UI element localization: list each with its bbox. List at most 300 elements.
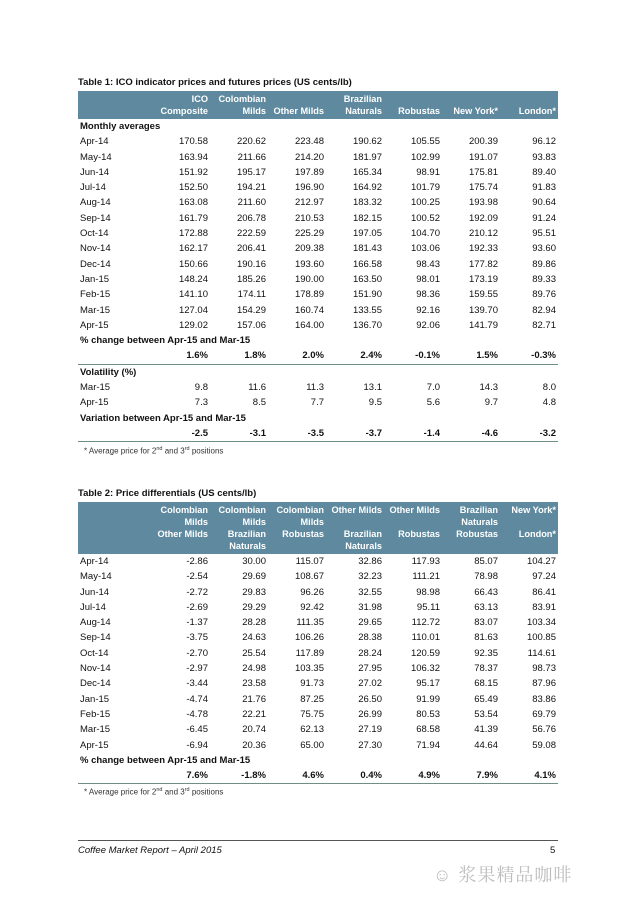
- cell-value: 29.29: [242, 601, 266, 613]
- row-label: May-14: [80, 151, 112, 163]
- cell-value: 90.64: [532, 197, 556, 209]
- row-label: Jul-14: [80, 182, 106, 194]
- column-header: Colombian Milds Robustas: [268, 502, 326, 554]
- cell-value: 9.5: [368, 397, 382, 409]
- cell-value: -1.8%: [210, 768, 268, 784]
- footer-title: Coffee Market Report – April 2015: [78, 845, 222, 856]
- row-label: Feb-15: [80, 289, 111, 301]
- cell-value: 65.49: [474, 693, 498, 705]
- cell-value: -2.5: [152, 426, 210, 442]
- cell-value: 160.74: [294, 304, 324, 316]
- cell-value: 83.91: [532, 601, 556, 613]
- cell-value: 163.94: [178, 151, 208, 163]
- cell-value: -4.78: [186, 708, 208, 720]
- cell-value: 105.55: [410, 136, 440, 148]
- column-header: Other Milds: [268, 91, 326, 119]
- price-differentials-table: [78, 502, 558, 784]
- cell-value: 209.38: [294, 243, 324, 255]
- cell-value: 4.6%: [268, 768, 326, 784]
- cell-value: 211.60: [237, 197, 266, 209]
- cell-value: 89.86: [532, 258, 556, 270]
- cell-value: 100.25: [410, 197, 440, 209]
- cell-value: -0.1%: [384, 348, 442, 364]
- cell-value: 13.1: [363, 382, 382, 394]
- cell-value: 173.19: [468, 273, 498, 285]
- header-row: [78, 502, 558, 554]
- column-header: Brazilian Naturals: [326, 91, 384, 119]
- cell-value: 177.82: [468, 258, 498, 270]
- table-row: [78, 134, 558, 149]
- cell-value: 11.3: [306, 382, 324, 394]
- table1-footnote: * Average price for 2nd and 3rd positions: [84, 446, 224, 456]
- row-label: Apr-15: [80, 739, 109, 751]
- cell-value: 206.78: [236, 212, 266, 224]
- cell-value: 0.4%: [326, 768, 384, 784]
- cell-value: 210.12: [468, 228, 498, 240]
- ico-prices-table: [78, 91, 558, 442]
- column-header: New York*: [442, 91, 500, 119]
- cell-value: 41.39: [474, 724, 498, 736]
- table-row: [78, 768, 558, 784]
- table-row: [78, 676, 558, 691]
- cell-value: 44.64: [474, 739, 498, 751]
- table-row: [78, 333, 558, 348]
- table-row: [78, 661, 558, 676]
- cell-value: 197.05: [352, 228, 382, 240]
- table1-title: Table 1: ICO indicator prices and futures prices (US cents/lb): [78, 77, 352, 88]
- cell-value: 63.13: [474, 601, 498, 613]
- table-row: [78, 585, 558, 600]
- cell-value: 111.35: [296, 617, 324, 629]
- row-label: Sep-14: [80, 632, 111, 644]
- table-row: [78, 119, 558, 134]
- table-row: [78, 303, 558, 318]
- cell-value: 71.94: [416, 739, 440, 751]
- cell-value: -3.2: [500, 426, 558, 442]
- table-row: [78, 722, 558, 737]
- cell-value: 159.55: [468, 289, 498, 301]
- cell-value: -3.75: [186, 632, 208, 644]
- cell-value: 7.3: [194, 397, 208, 409]
- cell-value: 86.41: [532, 586, 556, 598]
- cell-value: 110.01: [411, 632, 440, 644]
- table-row: [78, 738, 558, 753]
- cell-value: -3.5: [268, 426, 326, 442]
- cell-value: 194.21: [236, 182, 266, 194]
- table-row: [78, 257, 558, 272]
- row-label: Apr-15: [80, 319, 109, 331]
- row-label: Dec-14: [80, 258, 111, 270]
- cell-value: 9.8: [194, 382, 208, 394]
- row-label: Dec-14: [80, 678, 111, 690]
- table-row: [78, 630, 558, 645]
- cell-value: 26.50: [358, 693, 382, 705]
- cell-value: 103.34: [526, 617, 556, 629]
- cell-value: 170.58: [178, 136, 208, 148]
- cell-value: 95.51: [532, 228, 556, 240]
- cell-value: 4.9%: [384, 768, 442, 784]
- cell-value: 29.69: [242, 571, 266, 583]
- cell-value: 1.8%: [210, 348, 268, 364]
- cell-value: 165.34: [352, 166, 382, 178]
- cell-value: -2.69: [186, 601, 208, 613]
- column-header: Colombian Milds: [210, 91, 268, 119]
- row-label: Apr-15: [80, 397, 109, 409]
- cell-value: 82.94: [532, 304, 556, 316]
- cell-value: 7.9%: [442, 768, 500, 784]
- cell-value: 92.42: [300, 601, 324, 613]
- table-row: [78, 554, 558, 569]
- cell-value: 117.93: [411, 556, 440, 567]
- cell-value: 80.53: [416, 708, 440, 720]
- cell-value: 120.59: [410, 647, 440, 659]
- cell-value: 112.72: [411, 617, 440, 629]
- cell-value: 104.27: [526, 556, 556, 567]
- cell-value: 96.26: [300, 586, 324, 598]
- cell-value: 154.29: [236, 304, 266, 316]
- cell-value: -2.97: [186, 663, 208, 675]
- table-row: [78, 411, 558, 426]
- cell-value: 100.85: [526, 632, 556, 644]
- cell-value: 2.4%: [326, 348, 384, 364]
- cell-value: 91.73: [300, 678, 324, 690]
- cell-value: -2.86: [186, 556, 208, 567]
- cell-value: 59.08: [532, 739, 556, 751]
- cell-value: 23.58: [242, 678, 266, 690]
- cell-value: 191.07: [468, 151, 498, 163]
- cell-value: 85.07: [474, 556, 498, 567]
- cell-value: 92.35: [474, 647, 498, 659]
- table-row: [78, 348, 558, 364]
- cell-value: 98.73: [532, 663, 556, 675]
- cell-value: 101.79: [410, 182, 440, 194]
- cell-value: 8.5: [252, 397, 266, 409]
- cell-value: 69.79: [532, 708, 556, 720]
- cell-value: -4.74: [186, 693, 208, 705]
- cell-value: 162.17: [178, 243, 208, 255]
- cell-value: 172.88: [178, 228, 208, 240]
- cell-value: 100.52: [410, 212, 440, 224]
- cell-value: 91.99: [416, 693, 440, 705]
- row-label: Jun-14: [80, 166, 110, 178]
- cell-value: 29.65: [358, 617, 382, 629]
- cell-value: -2.54: [186, 571, 208, 583]
- cell-value: 133.55: [352, 304, 382, 316]
- cell-value: 102.99: [410, 151, 440, 163]
- table-row: [78, 569, 558, 584]
- cell-value: 93.60: [532, 243, 556, 255]
- cell-value: 225.29: [294, 228, 324, 240]
- cell-value: 11.6: [248, 382, 266, 394]
- cell-value: 82.71: [532, 319, 556, 331]
- cell-value: 21.76: [242, 693, 266, 705]
- table-row: [78, 226, 558, 241]
- cell-value: 7.7: [310, 397, 324, 409]
- cell-value: 24.63: [242, 632, 266, 644]
- row-label: [78, 426, 152, 442]
- table-row: [78, 211, 558, 226]
- cell-value: 5.6: [426, 397, 440, 409]
- cell-value: 193.98: [468, 197, 498, 209]
- section-label: Variation between Apr-15 and Mar-15: [80, 412, 246, 424]
- cell-value: 98.91: [416, 166, 440, 178]
- row-label: Mar-15: [80, 724, 111, 736]
- table-row: [78, 615, 558, 630]
- cell-value: 98.36: [416, 289, 440, 301]
- table-row: [78, 380, 558, 395]
- row-label: Oct-14: [80, 647, 109, 659]
- cell-value: 161.79: [178, 212, 208, 224]
- cell-value: 141.79: [468, 319, 498, 331]
- cell-value: -6.94: [186, 739, 208, 751]
- column-header: Robustas: [384, 91, 442, 119]
- cell-value: 197.89: [294, 166, 324, 178]
- cell-value: 9.7: [484, 397, 498, 409]
- cell-value: 32.86: [358, 556, 382, 567]
- cell-value: 164.00: [294, 319, 324, 331]
- row-label: Jun-14: [80, 586, 110, 598]
- cell-value: 141.10: [178, 289, 208, 301]
- row-label: Jan-15: [80, 693, 110, 705]
- cell-value: 53.54: [474, 708, 498, 720]
- cell-value: 129.02: [178, 319, 208, 331]
- row-label: Jul-14: [80, 601, 106, 613]
- cell-value: 95.17: [416, 678, 440, 690]
- row-label: Apr-14: [80, 136, 109, 148]
- cell-value: 195.17: [236, 166, 266, 178]
- cell-value: 7.6%: [152, 768, 210, 784]
- cell-value: 178.89: [294, 289, 324, 301]
- column-header: Colombian Milds Other Milds: [152, 502, 210, 554]
- cell-value: 223.48: [294, 136, 324, 148]
- cell-value: 190.00: [294, 273, 324, 285]
- cell-value: 62.13: [300, 724, 324, 736]
- cell-value: 91.24: [532, 212, 556, 224]
- cell-value: 210.53: [294, 212, 324, 224]
- table-row: [78, 165, 558, 180]
- cell-value: 182.15: [352, 212, 382, 224]
- cell-value: 163.08: [178, 197, 208, 209]
- cell-value: 192.33: [468, 243, 498, 255]
- wechat-watermark: ☺ 浆果精品咖啡: [433, 865, 573, 885]
- cell-value: 211.66: [237, 151, 266, 163]
- cell-value: 183.32: [352, 197, 382, 209]
- cell-value: 26.99: [358, 708, 382, 720]
- cell-value: 31.98: [358, 601, 382, 613]
- cell-value: -1.37: [186, 617, 208, 629]
- cell-value: 89.40: [532, 166, 556, 178]
- cell-value: 106.32: [410, 663, 440, 675]
- cell-value: 157.06: [236, 319, 266, 331]
- cell-value: 7.0: [426, 382, 440, 394]
- cell-value: -6.45: [186, 724, 208, 736]
- table-row: [78, 600, 558, 615]
- table-row: [78, 646, 558, 661]
- cell-value: 103.06: [410, 243, 440, 255]
- cell-value: -1.4: [384, 426, 442, 442]
- table2-title: Table 2: Price differentials (US cents/lb): [78, 488, 257, 499]
- cell-value: -2.70: [186, 647, 208, 659]
- cell-value: 28.38: [358, 632, 382, 644]
- cell-value: 2.0%: [268, 348, 326, 364]
- cell-value: 4.8: [542, 397, 556, 409]
- cell-value: 117.89: [295, 647, 324, 659]
- cell-value: 78.37: [474, 663, 498, 675]
- cell-value: 68.15: [474, 678, 498, 690]
- cell-value: 87.25: [300, 693, 324, 705]
- cell-value: 181.43: [352, 243, 382, 255]
- row-label: May-14: [80, 571, 112, 583]
- cell-value: 75.75: [300, 708, 324, 720]
- table-row: [78, 241, 558, 256]
- section-label: % change between Apr-15 and Mar-15: [80, 335, 251, 347]
- cell-value: 92.06: [416, 319, 440, 331]
- cell-value: 104.70: [410, 228, 440, 240]
- header-row: [78, 91, 558, 119]
- row-label: Oct-14: [80, 228, 109, 240]
- row-label: [78, 348, 152, 364]
- cell-value: 200.39: [468, 136, 498, 148]
- cell-value: 174.11: [237, 289, 266, 301]
- cell-value: -4.6: [442, 426, 500, 442]
- cell-value: 115.07: [295, 556, 324, 567]
- cell-value: 114.61: [527, 647, 556, 659]
- cell-value: 68.58: [416, 724, 440, 736]
- cell-value: -0.3%: [500, 348, 558, 364]
- cell-value: 91.83: [532, 182, 556, 194]
- cell-value: 151.92: [178, 166, 208, 178]
- cell-value: -3.7: [326, 426, 384, 442]
- cell-value: 127.04: [178, 304, 208, 316]
- row-label: Nov-14: [80, 663, 111, 675]
- cell-value: 185.26: [236, 273, 266, 285]
- cell-value: 148.24: [178, 273, 208, 285]
- cell-value: 32.23: [358, 571, 382, 583]
- table-row: [78, 287, 558, 302]
- cell-value: 190.16: [236, 258, 266, 270]
- cell-value: 27.02: [358, 678, 382, 690]
- cell-value: 150.66: [178, 258, 208, 270]
- cell-value: 65.00: [300, 739, 324, 751]
- cell-value: 8.0: [542, 382, 556, 394]
- cell-value: 95.11: [416, 601, 440, 613]
- wechat-icon: ☺: [433, 865, 459, 885]
- cell-value: 1.6%: [152, 348, 210, 364]
- cell-value: 190.62: [352, 136, 382, 148]
- table-row: [78, 150, 558, 165]
- cell-value: 28.24: [358, 647, 382, 659]
- cell-value: 220.62: [236, 136, 266, 148]
- cell-value: 152.50: [178, 182, 208, 194]
- cell-value: 89.33: [532, 273, 556, 285]
- column-header: ICO Composite: [152, 91, 210, 119]
- row-label: [78, 768, 152, 784]
- column-header: New York* London*: [500, 502, 558, 554]
- table-row: [78, 692, 558, 707]
- column-header: London*: [500, 91, 558, 119]
- cell-value: 30.00: [242, 556, 266, 567]
- column-header: Brazilian Naturals Robustas: [442, 502, 500, 554]
- cell-value: 20.74: [242, 724, 266, 736]
- cell-value: 175.74: [468, 182, 498, 194]
- cell-value: 193.60: [294, 258, 324, 270]
- cell-value: 103.35: [294, 663, 324, 675]
- cell-value: 151.90: [352, 289, 382, 301]
- cell-value: 20.36: [242, 739, 266, 751]
- row-label: Nov-14: [80, 243, 111, 255]
- section-label: Monthly averages: [80, 121, 161, 132]
- cell-value: 214.20: [294, 151, 324, 163]
- section-label: % change between Apr-15 and Mar-15: [80, 754, 251, 766]
- cell-value: 98.98: [416, 586, 440, 598]
- row-label: Sep-14: [80, 212, 111, 224]
- cell-value: -3.1: [210, 426, 268, 442]
- section-label: Volatility (%): [80, 366, 137, 378]
- cell-value: 28.28: [242, 617, 266, 629]
- table2-footnote: * Average price for 2nd and 3rd positions: [84, 787, 224, 797]
- cell-value: 27.19: [358, 724, 382, 736]
- cell-value: 108.67: [294, 571, 324, 583]
- row-label: Jan-15: [80, 273, 110, 285]
- cell-value: 27.30: [358, 739, 382, 751]
- cell-value: 111.21: [412, 571, 440, 583]
- row-label: Aug-14: [80, 617, 111, 629]
- cell-value: 166.58: [352, 258, 382, 270]
- cell-value: -2.72: [186, 586, 208, 598]
- cell-value: 29.83: [242, 586, 266, 598]
- cell-value: 25.54: [242, 647, 266, 659]
- cell-value: 56.76: [532, 724, 556, 736]
- cell-value: 98.43: [416, 258, 440, 270]
- table-row: [78, 753, 558, 768]
- column-header: Other Milds Brazilian Naturals: [326, 502, 384, 554]
- row-label: Apr-14: [80, 556, 109, 567]
- cell-value: 98.01: [416, 273, 440, 285]
- cell-value: 196.90: [294, 182, 324, 194]
- table-row: [78, 395, 558, 410]
- cell-value: 164.92: [352, 182, 382, 194]
- cell-value: 27.95: [358, 663, 382, 675]
- row-label: Mar-15: [80, 382, 111, 394]
- cell-value: 92.16: [416, 304, 440, 316]
- cell-value: 1.5%: [442, 348, 500, 364]
- cell-value: 78.98: [474, 571, 498, 583]
- cell-value: 66.43: [474, 586, 498, 598]
- cell-value: 22.21: [242, 708, 266, 720]
- cell-value: 206.41: [236, 243, 266, 255]
- table-row: [78, 318, 558, 333]
- cell-value: 87.96: [532, 678, 556, 690]
- cell-value: 83.07: [474, 617, 498, 629]
- column-header: Colombian Milds Brazilian Naturals: [210, 502, 268, 554]
- cell-value: 32.55: [358, 586, 382, 598]
- table-row: [78, 426, 558, 442]
- row-label: Feb-15: [80, 708, 111, 720]
- cell-value: 106.26: [294, 632, 324, 644]
- cell-value: 181.97: [352, 151, 382, 163]
- cell-value: 14.3: [479, 382, 498, 394]
- cell-value: 83.86: [532, 693, 556, 705]
- cell-value: 136.70: [352, 319, 382, 331]
- table-row: [78, 195, 558, 210]
- cell-value: 175.81: [468, 166, 498, 178]
- cell-value: 192.09: [468, 212, 498, 224]
- row-label: Mar-15: [80, 304, 111, 316]
- cell-value: 139.70: [468, 304, 498, 316]
- table-row: [78, 272, 558, 287]
- table-row: [78, 180, 558, 195]
- cell-value: 96.12: [532, 136, 556, 148]
